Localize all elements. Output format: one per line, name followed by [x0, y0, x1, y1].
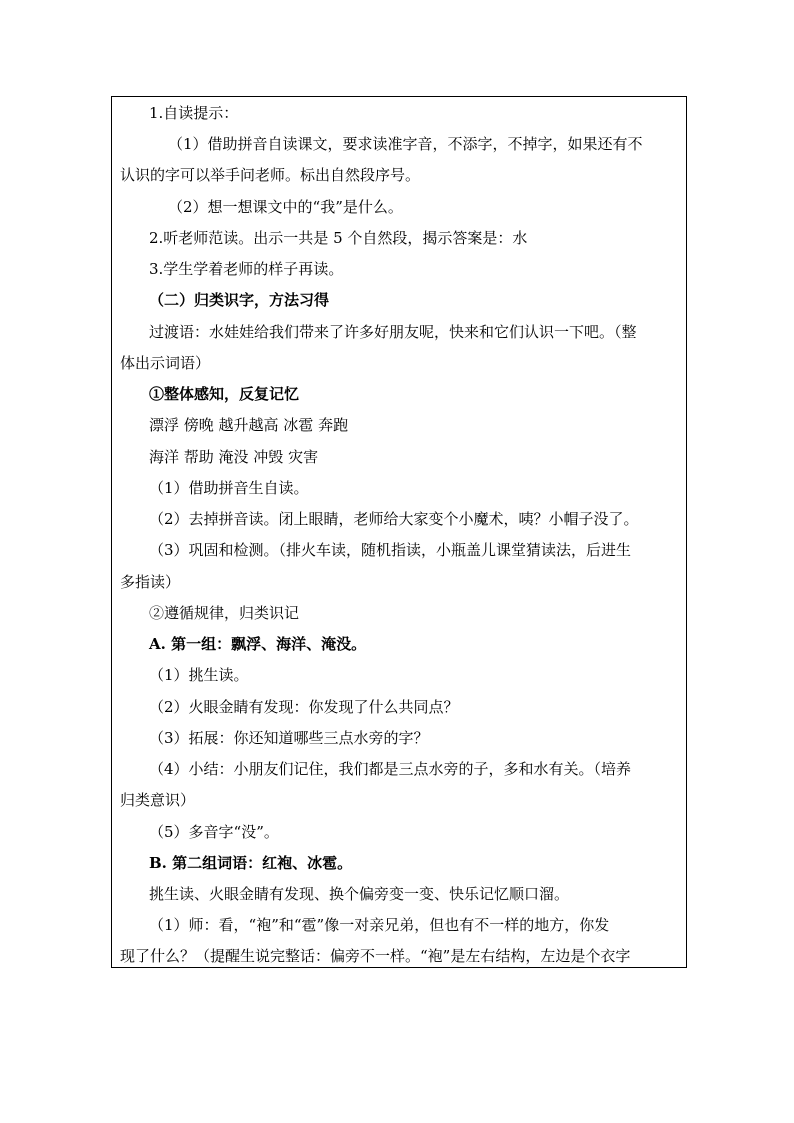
- section-heading: （二）归类识字，方法习得: [149, 291, 330, 309]
- text-line: 现了什么？（提醒生说完整话：偏旁不一样。“袍”是左右结构，左边是个衣字: [120, 947, 631, 965]
- text-line: 1.自读提示：: [149, 104, 239, 122]
- word-row: 海洋 帮助 淹没 冲毁 灾害: [149, 448, 319, 466]
- text-line: （5）多音字“没”。: [149, 823, 279, 841]
- text-line: 认识的字可以举手问老师。标出自然段序号。: [120, 166, 421, 184]
- text-line: 3.学生学着老师的样子再读。: [149, 260, 344, 278]
- lesson-table-cell: [111, 96, 687, 968]
- group-heading: A. 第一组：飘浮、海洋、淹没。: [149, 635, 367, 653]
- text-line: 归类意识）: [120, 791, 196, 809]
- text-line: 挑生读、火眼金睛有发现、换个偏旁变一变、快乐记忆顺口溜。: [149, 885, 570, 903]
- text-line: （1）借助拼音自读课文，要求读准字音，不添字，不掉字，如果还有不: [168, 135, 643, 153]
- text-line: 多指读）: [120, 573, 181, 591]
- text-line: （2）火眼金睛有发现：你发现了什么共同点？: [149, 698, 459, 716]
- text-line: （3）拓展：你还知道哪些三点水旁的字？: [149, 729, 429, 747]
- text-line: （1）师：看，“袍”和“雹”像一对亲兄弟，但也有不一样的地方，你发: [149, 916, 610, 934]
- subsection-heading: ②遵循规律，归类识记: [149, 604, 300, 622]
- text-line: （1）挑生读。: [149, 666, 249, 684]
- text-line: （2）去掉拼音读。闭上眼睛，老师给大家变个小魔术，咦？小帽子没了。: [149, 510, 639, 528]
- text-line: （2）想一想课文中的“我”是什么。: [168, 198, 403, 216]
- text-line: （4）小结：小朋友们记住，我们都是三点水旁的子，多和水有关。（培养: [149, 760, 632, 778]
- subsection-heading: ①整体感知，反复记忆: [149, 385, 300, 403]
- word-row: 漂浮 傍晚 越升越高 冰雹 奔跑: [149, 416, 349, 434]
- text-line: 2.听老师范读。出示一共是 5 个自然段，揭示答案是：水: [149, 229, 528, 247]
- text-line: 过渡语：水娃娃给我们带来了许多好朋友呢，快来和它们认识一下吧。（整: [149, 323, 637, 341]
- text-line: （1）借助拼音生自读。: [149, 479, 309, 497]
- group-heading: B. 第二组词语：红袍、冰雹。: [149, 854, 353, 872]
- text-line: （3）巩固和检测。（排火车读，随机指读，小瓶盖儿课堂猜读法，后进生: [149, 541, 632, 559]
- text-line: 体出示词语）: [120, 354, 211, 372]
